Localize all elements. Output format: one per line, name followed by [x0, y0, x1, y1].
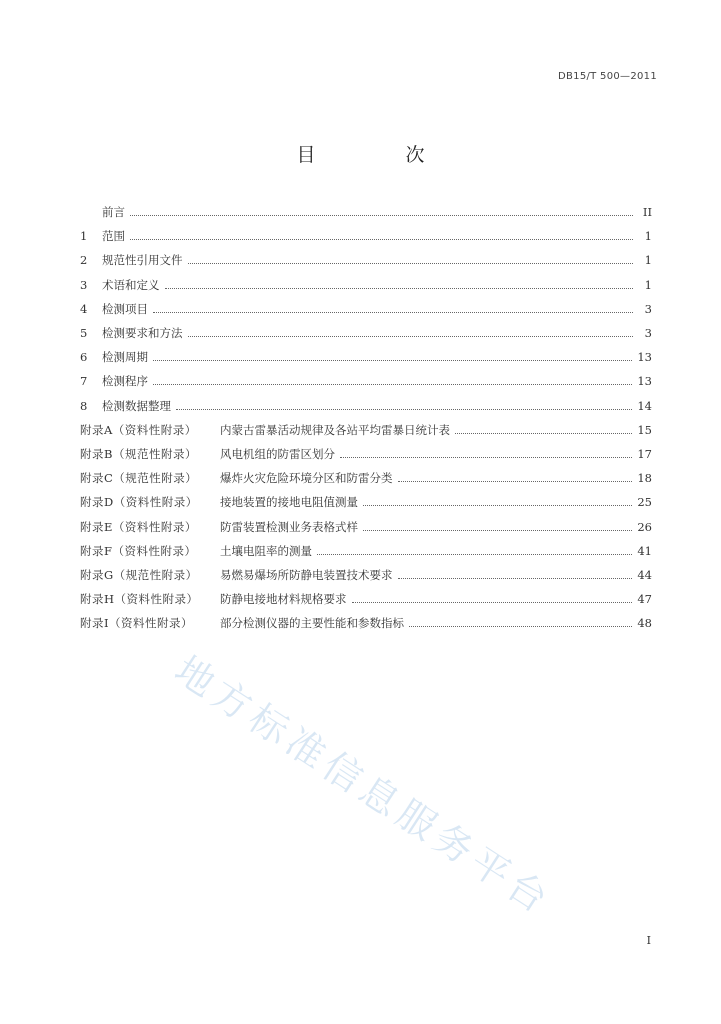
toc-entry-number: 7 — [80, 374, 88, 389]
dot-leader — [409, 625, 632, 627]
appendix-page: 44 — [637, 567, 652, 582]
toc-entry-title: 前言 — [102, 205, 125, 220]
appendix-label: 附录F（资料性附录） — [80, 543, 197, 558]
appendix-title: 爆炸火灾危险环境分区和防雷分类 — [220, 471, 393, 486]
toc-entry[interactable] — [80, 297, 652, 321]
toc-entry-title: 规范性引用文件 — [102, 253, 183, 268]
toc-entry-page: 1 — [644, 277, 652, 292]
appendix-label: 附录E（资料性附录） — [80, 519, 197, 534]
dot-leader — [317, 553, 632, 555]
toc-appendix-entry[interactable] — [80, 563, 652, 587]
dot-leader — [398, 480, 633, 482]
dot-leader — [153, 359, 632, 361]
toc-entry-title: 检测要求和方法 — [102, 326, 183, 341]
appendix-label: 附录D（资料性附录） — [80, 495, 198, 510]
toc-entry-page: II — [642, 205, 652, 220]
toc-entry-number: 8 — [80, 398, 88, 413]
toc-entry[interactable] — [80, 273, 652, 297]
toc-entry[interactable] — [80, 394, 652, 418]
dot-leader — [153, 311, 633, 313]
toc-entry-page: 13 — [637, 374, 652, 389]
standard-code: DB15/T 500—2011 — [558, 71, 657, 82]
dot-leader — [153, 383, 632, 385]
appendix-page: 41 — [637, 543, 652, 558]
dot-leader — [130, 214, 633, 216]
appendix-label: 附录G（规范性附录） — [80, 567, 198, 582]
appendix-page: 26 — [637, 519, 652, 534]
dot-leader — [363, 529, 632, 531]
toc-appendix-entry[interactable] — [80, 611, 652, 635]
appendix-label: 附录H（资料性附录） — [80, 592, 199, 607]
appendix-page: 47 — [637, 592, 652, 607]
toc-appendix-entry[interactable] — [80, 466, 652, 490]
dot-leader — [188, 335, 634, 337]
appendix-page: 15 — [637, 422, 652, 437]
toc-entry-title: 检测数据整理 — [102, 398, 171, 413]
dot-leader — [188, 262, 634, 264]
toc-entry[interactable] — [80, 321, 652, 345]
table-of-contents — [80, 200, 652, 635]
appendix-title: 土壤电阻率的测量 — [220, 543, 312, 558]
toc-entry-number: 5 — [80, 326, 88, 341]
toc-entry-number: 4 — [80, 301, 88, 316]
toc-entry-number: 3 — [80, 277, 88, 292]
toc-entry-number: 6 — [80, 350, 88, 365]
toc-entry-title: 范围 — [102, 229, 125, 244]
toc-entry-page: 3 — [644, 326, 652, 341]
appendix-title: 内蒙古雷暴活动规律及各站平均雷暴日统计表 — [220, 422, 450, 437]
toc-entry-title: 检测周期 — [102, 350, 148, 365]
toc-appendix-entry[interactable] — [80, 418, 652, 442]
dot-leader — [352, 601, 633, 603]
appendix-title: 接地装置的接地电阻值测量 — [220, 495, 358, 510]
watermark: 地方标准信息服务平台 — [167, 647, 561, 925]
toc-entry[interactable] — [80, 224, 652, 248]
page-title: 目 次 — [296, 144, 467, 166]
appendix-label: 附录A（资料性附录） — [80, 422, 197, 437]
toc-entry[interactable] — [80, 200, 652, 224]
dot-leader — [363, 504, 632, 506]
toc-entry-page: 1 — [644, 253, 652, 268]
toc-entry-page: 1 — [644, 229, 652, 244]
appendix-title: 易燃易爆场所防静电装置技术要求 — [220, 567, 393, 582]
toc-entry-page: 13 — [637, 350, 652, 365]
appendix-label: 附录B（规范性附录） — [80, 446, 197, 461]
dot-leader — [165, 287, 634, 289]
appendix-title: 部分检测仪器的主要性能和参数指标 — [220, 616, 404, 631]
appendix-page: 18 — [637, 471, 652, 486]
dot-leader — [455, 432, 632, 434]
toc-entry-title: 检测项目 — [102, 301, 148, 316]
dot-leader — [130, 238, 633, 240]
appendix-label: 附录I（资料性附录） — [80, 616, 194, 631]
toc-entry-page: 3 — [644, 301, 652, 316]
appendix-title: 风电机组的防雷区划分 — [220, 446, 335, 461]
toc-entry-title: 检测程序 — [102, 374, 148, 389]
toc-appendix-entry[interactable] — [80, 539, 652, 563]
toc-entry[interactable] — [80, 248, 652, 272]
toc-entry-number: 2 — [80, 253, 88, 268]
appendix-title: 防静电接地材料规格要求 — [220, 592, 347, 607]
toc-appendix-entry[interactable] — [80, 587, 652, 611]
toc-entry-number: 1 — [80, 229, 88, 244]
appendix-title: 防雷装置检测业务表格式样 — [220, 519, 358, 534]
appendix-page: 48 — [637, 616, 652, 631]
appendix-page: 25 — [637, 495, 652, 510]
page-number: I — [646, 934, 651, 947]
toc-entry-page: 14 — [637, 398, 652, 413]
appendix-page: 17 — [637, 446, 652, 461]
dot-leader — [176, 408, 632, 410]
toc-appendix-entry[interactable] — [80, 490, 652, 514]
dot-leader — [398, 577, 633, 579]
appendix-label: 附录C（规范性附录） — [80, 471, 198, 486]
toc-appendix-entry[interactable] — [80, 442, 652, 466]
toc-entry-title: 术语和定义 — [102, 277, 160, 292]
toc-entry[interactable] — [80, 369, 652, 393]
toc-entry[interactable] — [80, 345, 652, 369]
dot-leader — [340, 456, 632, 458]
toc-appendix-entry[interactable] — [80, 514, 652, 538]
